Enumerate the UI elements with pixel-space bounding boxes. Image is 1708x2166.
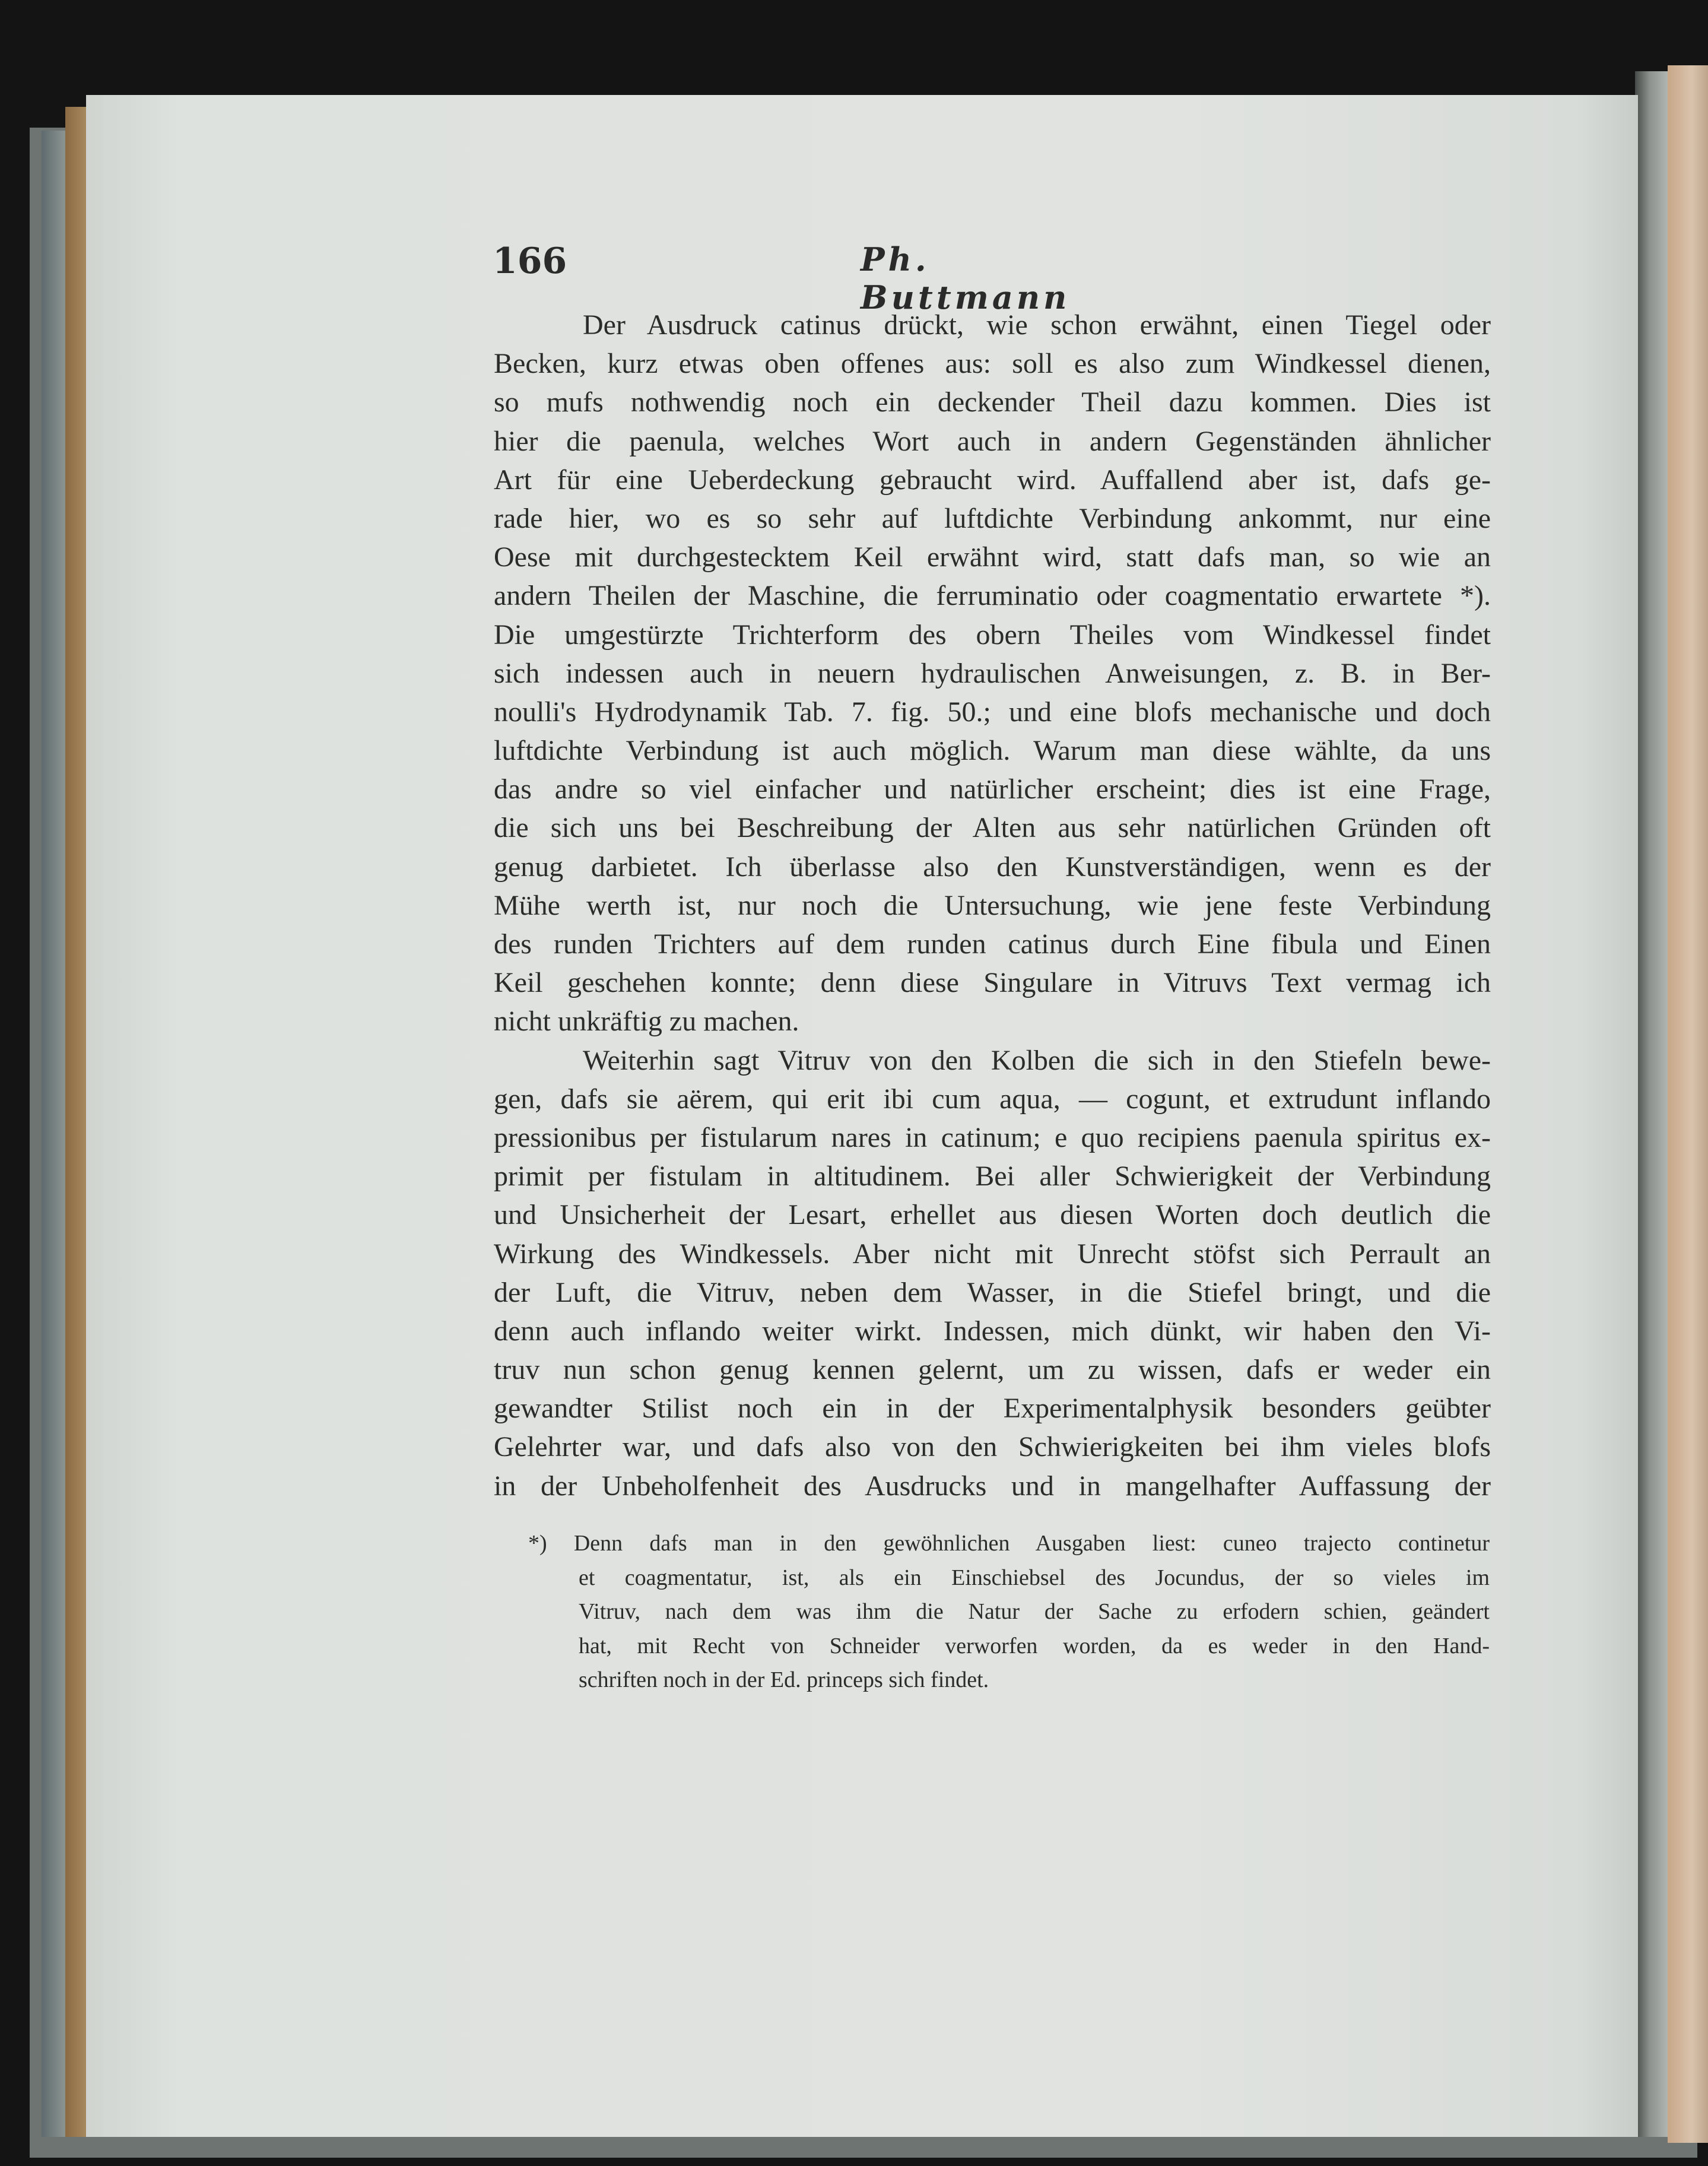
- text-line: truv nun schon genug kennen gelernt, um zu wissen, dafs er weder ein: [494, 1354, 1491, 1386]
- text-line: Oese mit durchgestecktem Keil erwähnt wird, statt dafs man, so wie an: [494, 541, 1491, 573]
- text-line: gen, dafs sie aërem, qui erit ibi cum aqua, — cogunt, et extrudunt inflando: [494, 1083, 1491, 1115]
- text-line: Der Ausdruck catinus drückt, wie schon erwähnt, einen Tiegel oder: [583, 309, 1491, 341]
- text-line: genug darbietet. Ich überlasse also den Kunstverständigen, wenn es der: [494, 851, 1491, 883]
- text-line: in der Unbeholfenheit des Ausdrucks und in mangelhafter Auffassung der: [494, 1470, 1491, 1502]
- text-line: die sich uns bei Beschreibung der Alten aus sehr natürlichen Gründen oft: [494, 812, 1491, 844]
- text-line: Art für eine Ueberdeckung gebraucht wird. Auffallend aber ist, dafs ge-: [494, 464, 1491, 496]
- text-line: Wirkung des Windkessels. Aber nicht mit Unrecht stöfst sich Perrault an: [494, 1238, 1491, 1270]
- page-edge-right: [1668, 65, 1708, 2143]
- text-line: gewandter Stilist noch ein in der Experimentalphysik besonders geübter: [494, 1393, 1491, 1425]
- text-line: und Unsicherheit der Lesart, erhellet aus diesen Worten doch deutlich die: [494, 1199, 1491, 1231]
- text-line: Mühe werth ist, nur noch die Untersuchung, wie jene feste Verbindung: [494, 889, 1491, 921]
- text-line: der Luft, die Vitruv, neben dem Wasser, in die Stiefel bringt, und die: [494, 1276, 1491, 1308]
- text-line: Weiterhin sagt Vitruv von den Kolben die sich in den Stiefeln bewe-: [583, 1044, 1491, 1076]
- text-line: primit per fistulam in altitudinem. Bei aller Schwierigkeit der Verbindung: [494, 1160, 1491, 1193]
- footnote-line: hat, mit Recht von Schneider verworfen worden, da es weder in den Hand-: [579, 1633, 1490, 1658]
- running-head: Ph. Buttmann: [861, 240, 1071, 316]
- text-line: andern Theilen der Maschine, die ferruminatio oder coagmentatio erwartete *).: [494, 580, 1491, 612]
- text-line: hier die paenula, welches Wort auch in andern Gegenständen ähnlicher: [494, 425, 1491, 457]
- body-text: [494, 306, 1491, 1505]
- text-line: so mufs nothwendig noch ein deckender Theil dazu kommen. Dies ist: [494, 386, 1491, 418]
- footnote-line: *) Denn dafs man in den gewöhnlichen Ausgaben liest: cuneo trajecto continetur: [528, 1531, 1490, 1556]
- footnote-line: Vitruv, nach dem was ihm die Natur der Sache zu erfodern schien, geändert: [579, 1599, 1490, 1624]
- text-line: luftdichte Verbindung ist auch möglich. Warum man diese wählte, da uns: [494, 735, 1491, 767]
- footnote-line: et coagmentatur, ist, als ein Einschiebsel des Jocundus, der so vieles im: [579, 1565, 1490, 1590]
- text-line: Keil geschehen konnte; denn diese Singulare in Vitruvs Text vermag ich: [494, 967, 1491, 999]
- text-line: das andre so viel einfacher und natürlicher erscheint; dies ist eine Frage,: [494, 773, 1491, 805]
- text-line: Die umgestürzte Trichterform des obern Theiles vom Windkessel findet: [494, 619, 1491, 651]
- footnote: [528, 1527, 1490, 1698]
- text-line: denn auch inflando weiter wirkt. Indessen, mich dünkt, wir haben den Vi-: [494, 1315, 1491, 1347]
- text-line: des runden Trichters auf dem runden catinus durch Eine fibula und Einen: [494, 928, 1491, 960]
- text-line: Gelehrter war, und dafs also von den Schwierigkeiten bei ihm vieles blofs: [494, 1431, 1491, 1463]
- page-header: [493, 240, 1116, 316]
- text-line: nicht unkräftig zu machen.: [494, 1006, 799, 1038]
- page-number: 166: [493, 240, 567, 282]
- footnote-line: schriften noch in der Ed. princeps sich findet.: [579, 1667, 989, 1692]
- text-line: pressionibus per fistularum nares in catinum; e quo recipiens paenula spiritus ex-: [494, 1121, 1491, 1153]
- text-line: sich indessen auch in neuern hydraulischen Anweisungen, z. B. in Ber-: [494, 657, 1491, 689]
- text-line: noulli's Hydrodynamik Tab. 7. fig. 50.; und eine blofs mechanische und doch: [494, 696, 1491, 728]
- text-line: rade hier, wo es so sehr auf luftdichte Verbindung ankommt, nur eine: [494, 502, 1491, 534]
- text-line: Becken, kurz etwas oben offenes aus: soll es also zum Windkessel dienen,: [494, 348, 1491, 380]
